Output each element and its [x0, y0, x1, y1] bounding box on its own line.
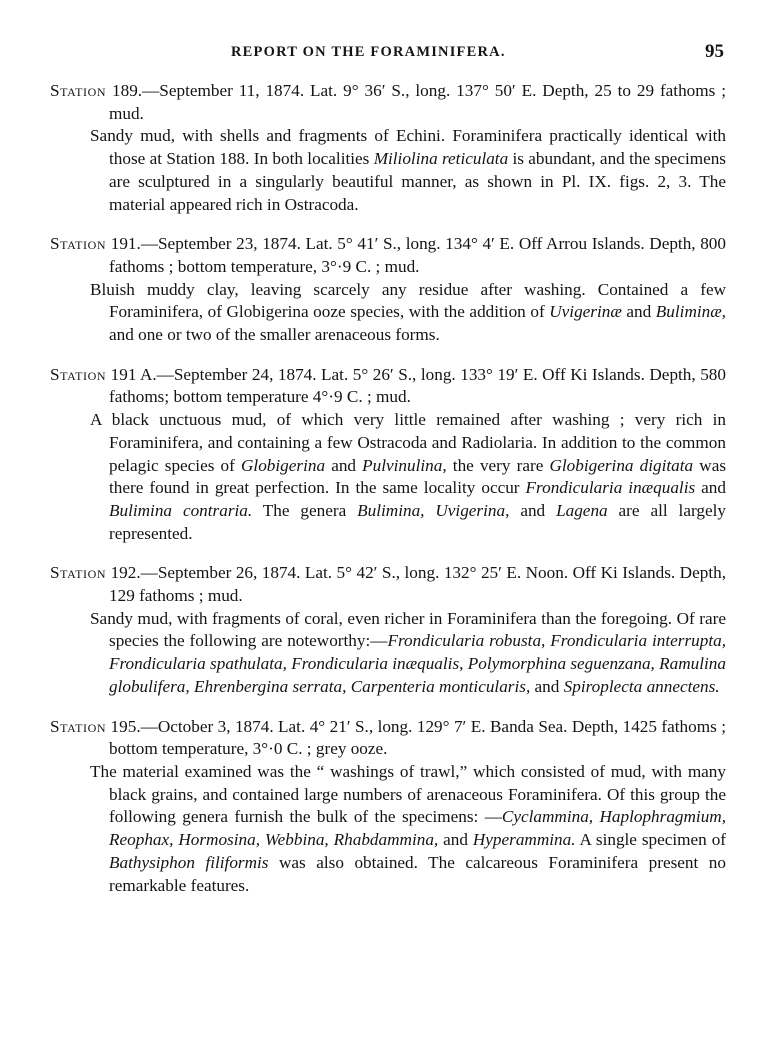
- description-text: is abundant, and the specimens are sculptured in a singularly beautiful manner, as shown in Pl. IX. figs. 2, 3. The material appeared rich in Ostracoda.: [109, 149, 726, 214]
- station-heading-text: 195.—October 3, 1874. Lat. 4° 21′ S., long. 129° 7′ E. Banda Sea. Depth, 1425 fathoms ; bottom temperature, 3°·0 C. ; grey ooze.: [106, 716, 726, 759]
- station-description: [50, 608, 726, 699]
- station-entry-191: [50, 233, 726, 347]
- station-label: Station: [50, 81, 107, 100]
- italic-taxon-text: Globigerina: [241, 455, 326, 475]
- station-entry-195: [50, 716, 726, 898]
- running-head: REPORT ON THE FORAMINIFERA.: [231, 44, 506, 60]
- station-label: Station: [50, 563, 107, 583]
- description-text: A black unctuous mud, of which very little remained after washing ; very rich in Foraminifera, and containing a few Ostracoda and Radiolaria. In addition to the common pelagic species of: [90, 410, 726, 475]
- station-heading: [50, 233, 726, 278]
- station-heading: [50, 80, 726, 125]
- description-text: was there found in great perfection. In the same locality occur: [109, 455, 727, 498]
- italic-taxon-text: Bathysiphon filiformis: [109, 852, 269, 872]
- italic-taxon-text: Frondicularia inæqualis: [525, 478, 696, 498]
- station-description: [50, 409, 726, 545]
- description-text: Sandy mud, with shells and fragments of Echini. Foraminifera practically identical with those at Station 188. In both localities: [90, 126, 726, 169]
- description-text: the very rare: [446, 455, 550, 475]
- description-text: A single specimen of: [575, 830, 727, 850]
- station-description: [50, 279, 726, 347]
- station-heading: [50, 364, 726, 409]
- station-heading-text: 189.—September 11, 1874. Lat. 9° 36′ S., long. 137° 50′ E. Depth, 25 to 29 fathoms ; mud.: [106, 81, 726, 123]
- station-entry-189: [50, 80, 726, 216]
- italic-taxon-text: Spiroplecta annectens.: [563, 676, 720, 696]
- description-text: and: [325, 455, 363, 475]
- description-text: are all largely represented.: [109, 500, 726, 543]
- description-text: and: [621, 302, 656, 322]
- italic-taxon-text: Miliolina reticulata: [373, 149, 509, 169]
- description-text: and: [438, 830, 473, 850]
- italic-taxon-text: Bulimina, Uvigerina,: [357, 500, 510, 520]
- italic-taxon-text: Buliminæ,: [655, 302, 726, 322]
- station-heading: [50, 562, 726, 607]
- station-heading-text: 192.—September 26, 1874. Lat. 5° 42′ S., long. 132° 25′ E. Noon. Off Ki Islands. Depth, 129 fathoms ; mud.: [106, 563, 726, 606]
- italic-taxon-text: Pulvinulina,: [362, 455, 447, 475]
- italic-taxon-text: Bulimina contraria.: [109, 500, 253, 520]
- station-label: Station: [50, 716, 107, 736]
- station-heading: [50, 716, 726, 761]
- description-text: The material examined was the “ washings of trawl,” which consisted of mud, with many black grains, and contained large numbers of arenaceous Foraminifera. Of this group the following genera furnish the bulk of the specimens: —: [90, 761, 726, 827]
- station-heading-text: 191.—September 23, 1874. Lat. 5° 41′ S., long. 134° 4′ E. Off Arrou Islands. Depth, 800 fathoms ; bottom temperature, 3°·9 C. ; mud.: [106, 234, 726, 276]
- description-text: Bluish muddy clay, leaving scarcely any residue after washing. Contained a few Foraminifera, of Globigerina ooze species, with the addition of: [90, 279, 726, 322]
- italic-taxon-text: Globigerina digitata: [549, 455, 694, 475]
- station-label: Station: [50, 234, 107, 254]
- page-number: 95: [705, 41, 724, 62]
- station-description: [50, 761, 726, 897]
- italic-taxon-text: Lagena: [556, 500, 608, 520]
- station-entry-191a: [50, 364, 726, 546]
- station-entry-192: [50, 562, 726, 698]
- station-entries: [50, 80, 726, 914]
- italic-taxon-text: Frondicularia robusta, Frondicularia interrupta, Frondicularia spathulata, Frondicularia inæqualis, Polymorphina seguenzana, Ramulina globulifera, Ehrenbergina serrata, Carpenteria monticularis,: [109, 631, 726, 696]
- description-text: The genera: [252, 500, 358, 520]
- station-label: Station: [50, 364, 107, 384]
- description-text: was also obtained. The calcareous Foraminifera present no remarkable features.: [109, 852, 726, 895]
- italic-taxon-text: Uvigerinæ: [549, 302, 622, 322]
- italic-taxon-text: Hyperammina.: [472, 830, 576, 850]
- description-text: Sandy mud, with fragments of coral, even richer in Foraminifera than the foregoing. Of rare species the following are noteworthy:—: [90, 608, 726, 651]
- description-text: and one or two of the smaller arenaceous forms.: [109, 325, 440, 345]
- description-text: and: [530, 676, 564, 696]
- station-description: [50, 125, 726, 216]
- italic-taxon-text: Cyclammina, Haplophragmium, Reophax, Hormosina, Webbina, Rhabdammina,: [109, 807, 726, 850]
- description-text: and: [695, 478, 726, 498]
- description-text: and: [509, 500, 557, 520]
- station-heading-text: 191 A.—September 24, 1874. Lat. 5° 26′ S., long. 133° 19′ E. Off Ki Islands. Depth, 580 fathoms; bottom temperature 4°·9 C. ; mud.: [106, 364, 726, 407]
